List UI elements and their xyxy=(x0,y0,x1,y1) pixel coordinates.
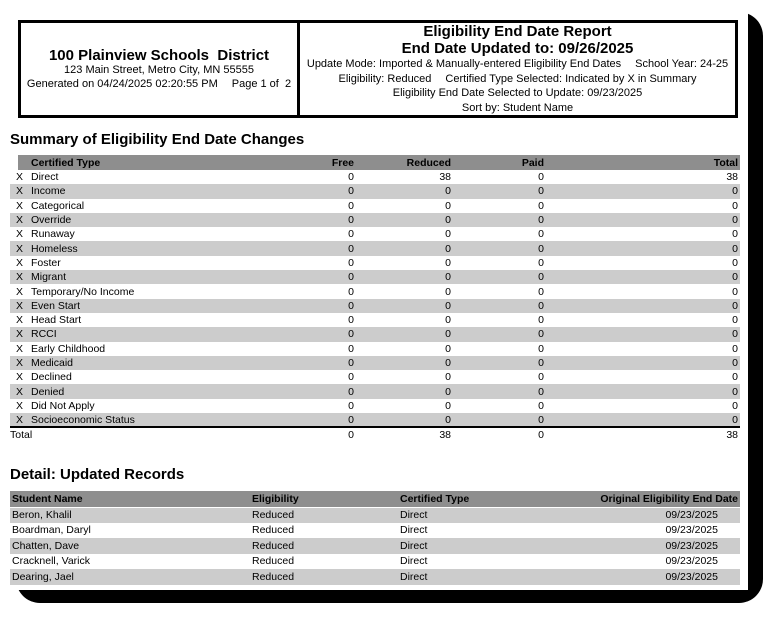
summary-row xyxy=(10,299,740,313)
free-count: 0 xyxy=(276,413,356,427)
summary-total-free: 0 xyxy=(348,429,354,442)
total-count: 0 xyxy=(546,356,740,370)
certified-type-mark: X xyxy=(16,399,24,412)
certified-type-mark: X xyxy=(16,314,24,327)
certified-type-label: Temporary/No Income xyxy=(31,285,135,298)
free-count: 0 xyxy=(276,299,356,313)
total-column-header: Total xyxy=(546,155,740,170)
paid-count: 0 xyxy=(538,314,544,327)
certified-type-mark: X xyxy=(10,241,31,255)
certified-type-mark: X xyxy=(10,413,31,427)
paid-count: 0 xyxy=(453,356,546,370)
school-year-label: School Year: 24-25 xyxy=(635,58,729,70)
free-count: 0 xyxy=(276,213,356,227)
page-indicator: Page 1 of 2 xyxy=(231,77,292,90)
total-count: 38 xyxy=(726,171,738,184)
report-meta-line-1 xyxy=(307,57,728,72)
certified-type-label: Did Not Apply xyxy=(31,399,95,412)
certified-type-mark: X xyxy=(16,371,24,384)
certified-type-label: Categorical xyxy=(31,199,85,212)
reduced-count: 0 xyxy=(356,213,453,227)
free-count: 0 xyxy=(348,342,354,355)
end-date-selected-label: Eligibility End Date Selected to Update: 09/23/2025 xyxy=(392,87,643,99)
detail-table xyxy=(10,491,740,585)
eligibility-value: Reduced xyxy=(252,569,400,585)
free-count: 0 xyxy=(348,399,354,412)
certified-type-label: Runaway xyxy=(31,228,75,241)
certified-type-label: Declined xyxy=(31,371,72,384)
certified-type-value: Direct xyxy=(400,555,428,568)
total-count: 0 xyxy=(732,399,738,412)
certified-type-label: Medicaid xyxy=(31,356,276,370)
certified-type-label: Direct xyxy=(31,171,59,184)
reduced-count: 0 xyxy=(445,199,451,212)
student-name: Beron, Khalil xyxy=(10,507,252,523)
paid-count: 0 xyxy=(538,371,544,384)
total-count: 0 xyxy=(732,285,738,298)
certified-type-label: Denied xyxy=(31,384,276,398)
summary-total-paid: 0 xyxy=(538,429,544,442)
summary-table xyxy=(10,155,740,442)
summary-row xyxy=(10,399,740,413)
student-name: Cracknell, Varick xyxy=(12,555,90,568)
original-end-date: 09/23/2025 xyxy=(600,569,740,585)
summary-row xyxy=(10,342,740,356)
district-info-box xyxy=(18,20,300,118)
reduced-count: 0 xyxy=(356,299,453,313)
certified-type-mark: X xyxy=(10,327,31,341)
total-count: 0 xyxy=(546,384,740,398)
reduced-count: 0 xyxy=(445,285,451,298)
certified-type-mark: X xyxy=(16,285,24,298)
detail-row xyxy=(10,523,740,539)
reduced-count: 38 xyxy=(439,171,451,184)
certified-type-label: Migrant xyxy=(31,270,276,284)
eligibility-value: Reduced xyxy=(252,524,295,537)
certified-type-column-header: Certified Type xyxy=(31,155,276,170)
reduced-count: 0 xyxy=(356,270,453,284)
original-end-date: 09/23/2025 xyxy=(600,538,740,554)
summary-total-label: Total xyxy=(10,429,33,442)
certified-type-label: Homeless xyxy=(31,241,276,255)
free-count: 0 xyxy=(348,371,354,384)
summary-row xyxy=(10,256,740,270)
certified-type-label: Even Start xyxy=(31,299,276,313)
paid-column-header: Paid xyxy=(453,155,546,170)
certified-type-mark: X xyxy=(10,356,31,370)
mark-column-header xyxy=(10,155,31,170)
summary-row xyxy=(10,356,740,370)
report-header xyxy=(18,20,738,118)
paid-count: 0 xyxy=(538,256,544,269)
total-count: 0 xyxy=(732,342,738,355)
summary-table-body xyxy=(10,170,740,427)
reduced-count: 0 xyxy=(445,314,451,327)
reduced-count: 0 xyxy=(445,228,451,241)
paid-count: 0 xyxy=(453,241,546,255)
total-count: 0 xyxy=(732,314,738,327)
certified-type-mark: X xyxy=(16,342,24,355)
detail-header-row xyxy=(10,491,740,507)
certified-type-mark: X xyxy=(10,299,31,313)
update-mode-label: Update Mode: Imported & Manually-entered Eligibility End Dates xyxy=(306,58,622,70)
original-end-date: 09/23/2025 xyxy=(665,524,718,537)
student-name-column-header: Student Name xyxy=(10,491,252,507)
total-count: 0 xyxy=(546,299,740,313)
certified-type-label: Socioeconomic Status xyxy=(31,413,276,427)
total-count: 0 xyxy=(732,256,738,269)
paid-count: 0 xyxy=(453,213,546,227)
total-count: 0 xyxy=(546,184,740,198)
free-count: 0 xyxy=(348,199,354,212)
summary-row xyxy=(10,199,740,213)
certified-type-label: Foster xyxy=(31,256,61,269)
eligibility-column-header: Eligibility xyxy=(252,491,400,507)
eligibility-value: Reduced xyxy=(252,507,400,523)
summary-row xyxy=(10,170,740,184)
reduced-count: 0 xyxy=(445,256,451,269)
report-meta-line-3 xyxy=(393,86,643,101)
district-address: 123 Main Street, Metro City, MN 55555 xyxy=(64,64,254,76)
certified-type-value: Direct xyxy=(400,538,600,554)
certified-type-label: RCCI xyxy=(31,327,276,341)
reduced-count: 0 xyxy=(445,342,451,355)
free-count: 0 xyxy=(276,356,356,370)
detail-row xyxy=(10,538,740,554)
reduced-count: 0 xyxy=(356,356,453,370)
certified-type-label: Early Childhood xyxy=(31,342,106,355)
certified-type-value: Direct xyxy=(400,569,600,585)
certified-type-label: Override xyxy=(31,213,276,227)
original-end-date: 09/23/2025 xyxy=(600,507,740,523)
total-count: 0 xyxy=(732,371,738,384)
summary-row xyxy=(10,313,740,327)
student-name: Boardman, Daryl xyxy=(12,524,91,537)
reduced-count: 0 xyxy=(445,371,451,384)
total-count: 0 xyxy=(732,199,738,212)
certified-type-selected-label: Certified Type Selected: Indicated by X in Summary xyxy=(445,72,697,85)
reduced-count: 0 xyxy=(356,327,453,341)
paid-count: 0 xyxy=(453,270,546,284)
report-meta-line-4 xyxy=(462,101,573,116)
free-column-header: Free xyxy=(276,155,356,170)
certified-type-mark: X xyxy=(16,199,24,212)
reduced-count: 0 xyxy=(356,184,453,198)
summary-row xyxy=(10,327,740,341)
paid-count: 0 xyxy=(453,327,546,341)
free-count: 0 xyxy=(276,270,356,284)
total-count: 0 xyxy=(546,213,740,227)
paid-count: 0 xyxy=(453,299,546,313)
detail-row xyxy=(10,569,740,585)
summary-row xyxy=(10,284,740,298)
free-count: 0 xyxy=(348,171,354,184)
free-count: 0 xyxy=(348,228,354,241)
paid-count: 0 xyxy=(453,184,546,198)
free-count: 0 xyxy=(348,285,354,298)
original-end-date: 09/23/2025 xyxy=(665,555,718,568)
summary-row xyxy=(10,241,740,255)
summary-row xyxy=(10,227,740,241)
reduced-count: 0 xyxy=(356,384,453,398)
reduced-count: 0 xyxy=(356,413,453,427)
student-name: Dearing, Jael xyxy=(10,569,252,585)
certified-type-mark: X xyxy=(10,384,31,398)
certified-type-value: Direct xyxy=(400,524,428,537)
certified-type-mark: X xyxy=(16,256,24,269)
eligibility-value: Reduced xyxy=(252,555,295,568)
report-title-box xyxy=(297,20,738,118)
generated-timestamp: Generated on 04/24/2025 02:20:55 PM xyxy=(26,77,218,90)
total-count: 0 xyxy=(546,270,740,284)
paid-count: 0 xyxy=(453,384,546,398)
eligibility-value: Reduced xyxy=(252,538,400,554)
certified-type-mark: X xyxy=(16,171,24,184)
summary-row xyxy=(10,384,740,398)
reduced-count: 0 xyxy=(445,399,451,412)
summary-row xyxy=(10,370,740,384)
sort-by-label: Sort by: Student Name xyxy=(461,101,574,114)
certified-type-column-header: Certified Type xyxy=(400,491,600,507)
free-count: 0 xyxy=(276,241,356,255)
free-count: 0 xyxy=(276,384,356,398)
reduced-column-header: Reduced xyxy=(356,155,453,170)
detail-row xyxy=(10,554,740,570)
paid-count: 0 xyxy=(538,228,544,241)
summary-row xyxy=(10,213,740,227)
report-meta-line-2 xyxy=(338,72,696,87)
detail-table-body xyxy=(10,507,740,585)
report-subtitle: End Date Updated to: 09/26/2025 xyxy=(401,40,634,57)
summary-total-row xyxy=(10,427,740,442)
summary-header-row xyxy=(10,155,740,170)
detail-row xyxy=(10,507,740,523)
summary-row xyxy=(10,184,740,198)
summary-total-reduced: 38 xyxy=(439,429,451,442)
total-count: 0 xyxy=(546,327,740,341)
free-count: 0 xyxy=(276,327,356,341)
paid-count: 0 xyxy=(538,399,544,412)
total-count: 0 xyxy=(546,241,740,255)
free-count: 0 xyxy=(348,314,354,327)
certified-type-mark: X xyxy=(10,270,31,284)
summary-row xyxy=(10,270,740,284)
certified-type-value: Direct xyxy=(400,507,600,523)
certified-type-mark: X xyxy=(10,184,31,198)
total-count: 0 xyxy=(732,228,738,241)
detail-heading: Detail: Updated Records xyxy=(10,466,185,483)
paid-count: 0 xyxy=(453,413,546,427)
summary-heading: Summary of Eligibility End Date Changes xyxy=(10,131,305,148)
total-count: 0 xyxy=(546,413,740,427)
summary-row xyxy=(10,413,740,427)
paid-count: 0 xyxy=(538,285,544,298)
certified-type-label: Income xyxy=(31,184,276,198)
eligibility-label: Eligibility: Reduced xyxy=(338,72,432,85)
paid-count: 0 xyxy=(538,199,544,212)
free-count: 0 xyxy=(348,256,354,269)
district-name: 100 Plainview Schools District xyxy=(48,47,270,64)
certified-type-mark: X xyxy=(10,213,31,227)
original-end-date-column-header: Original Eligibility End Date xyxy=(600,491,740,507)
student-name: Chatten, Dave xyxy=(10,538,252,554)
paid-count: 0 xyxy=(538,171,544,184)
certified-type-label: Head Start xyxy=(31,314,82,327)
report-title: Eligibility End Date Report xyxy=(423,23,612,40)
free-count: 0 xyxy=(276,184,356,198)
reduced-count: 0 xyxy=(356,241,453,255)
generated-line xyxy=(27,78,291,92)
paid-count: 0 xyxy=(538,342,544,355)
summary-total-total: 38 xyxy=(726,429,738,442)
certified-type-mark: X xyxy=(16,228,24,241)
